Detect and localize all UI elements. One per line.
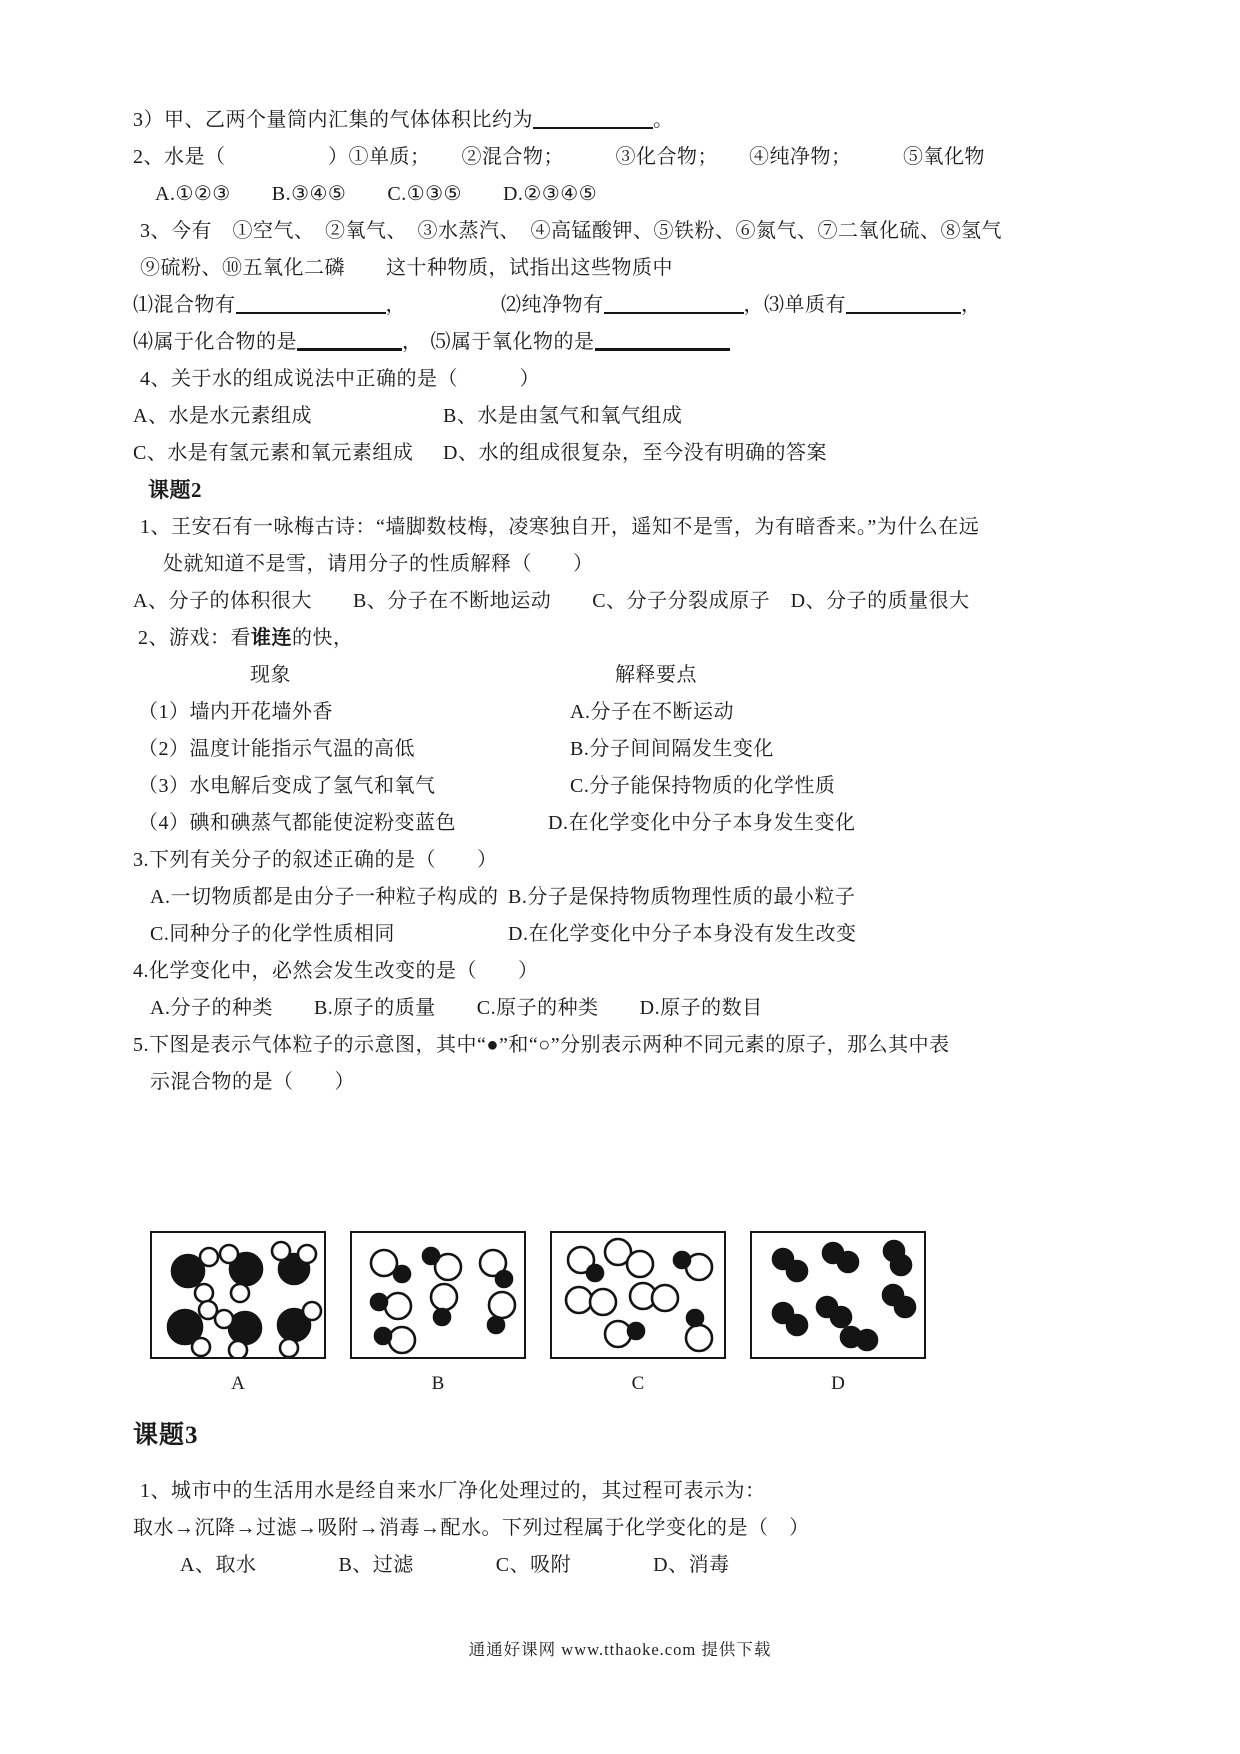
water-composition-options-ab <box>133 398 1180 435</box>
question-water-class-options: A.①②③ B.③④⑤ C.①③⑤ D.②③④⑤ <box>155 183 598 205</box>
blank-compound <box>297 328 402 351</box>
question-ten-substances-line1: 3、今有 ①空气、 ②氧气、 ③水蒸汽、 ④高锰酸钾、⑤铁粉、⑥氮气、⑦二氧化硫、⑧氢气 <box>140 220 1002 242</box>
topic2-q1-line1: 1、王安石有一咏梅古诗：“墙脚数枝梅，凌寒独自开，遥知不是雪，为有暗香来。”为什么在远 <box>140 516 980 538</box>
topic2-q1-line2: 处就知道不是雪，请用分子的性质解释（ ） <box>163 553 594 575</box>
fill-pure-label: ⑵纯净物有 <box>501 294 604 316</box>
match-left-3: （3）水电解后变成了氢气和氧气 <box>138 775 436 797</box>
option-b: B.分子是保持物质物理性质的最小粒子 <box>508 886 856 908</box>
topic3-heading: 课题3 <box>133 1422 199 1449</box>
question-gas-ratio-text: 3）甲、乙两个量筒内汇集的气体体积比约为 <box>133 109 533 131</box>
question-gas-ratio <box>133 102 1180 139</box>
particle-label-a: A <box>231 1373 245 1394</box>
option-d: D.在化学变化中分子本身没有发生改变 <box>508 923 857 945</box>
match-left-1: （1）墙内开花墙外香 <box>138 701 333 723</box>
option-a: A.一切物质都是由分子一种粒子构成的 <box>150 886 499 908</box>
particle-diagram-b <box>350 1231 526 1359</box>
match-row-4 <box>133 805 1180 842</box>
particle-box-c <box>550 1231 726 1395</box>
fill-in-row-2 <box>133 324 1180 361</box>
particle-box-a <box>150 1231 326 1395</box>
match-right-3: C.分子能保持物质的化学性质 <box>570 775 836 797</box>
q2-bold-part: 谁连 <box>251 627 292 649</box>
topic2-q3-options-cd <box>150 916 1180 953</box>
fill-in-row-1 <box>133 287 1180 324</box>
option-d: D、水的组成很复杂，至今没有明确的答案 <box>443 442 827 464</box>
comma: ， <box>385 294 406 316</box>
match-row-2 <box>133 731 1180 768</box>
topic2-q5-line1: 5.下图是表示气体粒子的示意图，其中“●”和“○”分别表示两种不同元素的原子，那么其中表 <box>133 1034 950 1056</box>
particle-diagram-row <box>150 1231 1180 1395</box>
blank-mixture <box>236 292 386 314</box>
particle-diagram-c <box>550 1231 726 1359</box>
option-a: A、水是水元素组成 <box>133 405 312 427</box>
q2-prefix: 2、游戏：看 <box>138 627 251 649</box>
particle-box-d <box>750 1231 926 1395</box>
match-header-row <box>133 657 1180 694</box>
blank-oxide <box>595 328 730 351</box>
topic2-q5-line2: 示混合物的是（ ） <box>150 1071 355 1093</box>
topic3-q1-options: A、取水 B、过滤 C、吸附 D、消毒 <box>180 1554 730 1576</box>
topic2-q3-options-ab <box>150 879 1180 916</box>
match-right-2: B.分子间间隔发生变化 <box>570 738 774 760</box>
match-row-1 <box>133 694 1180 731</box>
topic2-q2-stem <box>138 620 1180 657</box>
particle-diagram-a <box>150 1231 326 1359</box>
blank-gas-ratio <box>533 107 653 129</box>
match-left-4: （4）碘和碘蒸气都能使淀粉变蓝色 <box>138 812 456 834</box>
question-water-composition-stem: 4、关于水的组成说法中正确的是（ ） <box>140 368 540 390</box>
particle-label-b: B <box>431 1373 445 1394</box>
particle-box-b <box>350 1231 526 1395</box>
column-header-phenomenon: 现象 <box>250 664 291 686</box>
topic2-heading: 课题2 <box>148 478 202 502</box>
question-gas-ratio-period: 。 <box>653 109 674 131</box>
column-header-explanation: 解释要点 <box>615 664 697 686</box>
topic2-q3-stem: 3.下列有关分子的叙述正确的是（ ） <box>133 849 498 871</box>
comma: ， <box>402 331 423 353</box>
particle-label-d: D <box>831 1373 845 1394</box>
fill-mixture-label: ⑴混合物有 <box>133 294 236 316</box>
question-water-class-stem: 2、水是（ ）①单质； ②混合物； ③化合物； ④纯净物； ⑤氧化物 <box>133 146 985 168</box>
particle-diagram-d <box>750 1231 926 1359</box>
topic2-q4-options: A.分子的种类 B.原子的质量 C.原子的种类 D.原子的数目 <box>150 997 763 1019</box>
comma: ， <box>961 294 982 316</box>
topic3-q1-line1: 1、城市中的生活用水是经自来水厂净化处理过的，其过程可表示为： <box>140 1480 766 1502</box>
topic3-q1-line2: 取水→沉降→过滤→吸附→消毒→配水。下列过程属于化学变化的是（ ） <box>133 1517 810 1539</box>
match-left-2: （2）温度计能指示气温的高低 <box>138 738 415 760</box>
match-right-1: A.分子在不断运动 <box>570 701 734 723</box>
fill-oxide-label: ⑸属于氧化物的是 <box>430 331 595 353</box>
water-composition-options-cd <box>133 435 1180 472</box>
q2-suffix: 的快， <box>292 627 354 649</box>
fill-element-label: ⑶单质有 <box>764 294 846 316</box>
comma: ， <box>743 294 764 316</box>
option-c: C、水是有氢元素和氧元素组成 <box>133 442 414 464</box>
topic2-q4-stem: 4.化学变化中，必然会发生改变的是（ ） <box>133 960 539 982</box>
blank-element <box>846 292 961 314</box>
topic2-q1-options: A、分子的体积很大 B、分子在不断地运动 C、分子分裂成原子 D、分子的质量很大 <box>133 590 970 612</box>
footer-credit: 通通好课网 www.tthaoke.com 提供下载 <box>468 1640 772 1659</box>
option-b: B、水是由氢气和氧气组成 <box>443 405 683 427</box>
particle-label-c: C <box>631 1373 645 1394</box>
fill-compound-label: ⑷属于化合物的是 <box>133 331 297 353</box>
option-c: C.同种分子的化学性质相同 <box>150 923 395 945</box>
blank-pure <box>604 292 744 314</box>
match-right-4: D.在化学变化中分子本身发生变化 <box>548 812 856 834</box>
match-row-3 <box>133 768 1180 805</box>
question-ten-substances-line2: ⑨硫粉、⑩五氧化二磷 这十种物质，试指出这些物质中 <box>140 257 673 279</box>
